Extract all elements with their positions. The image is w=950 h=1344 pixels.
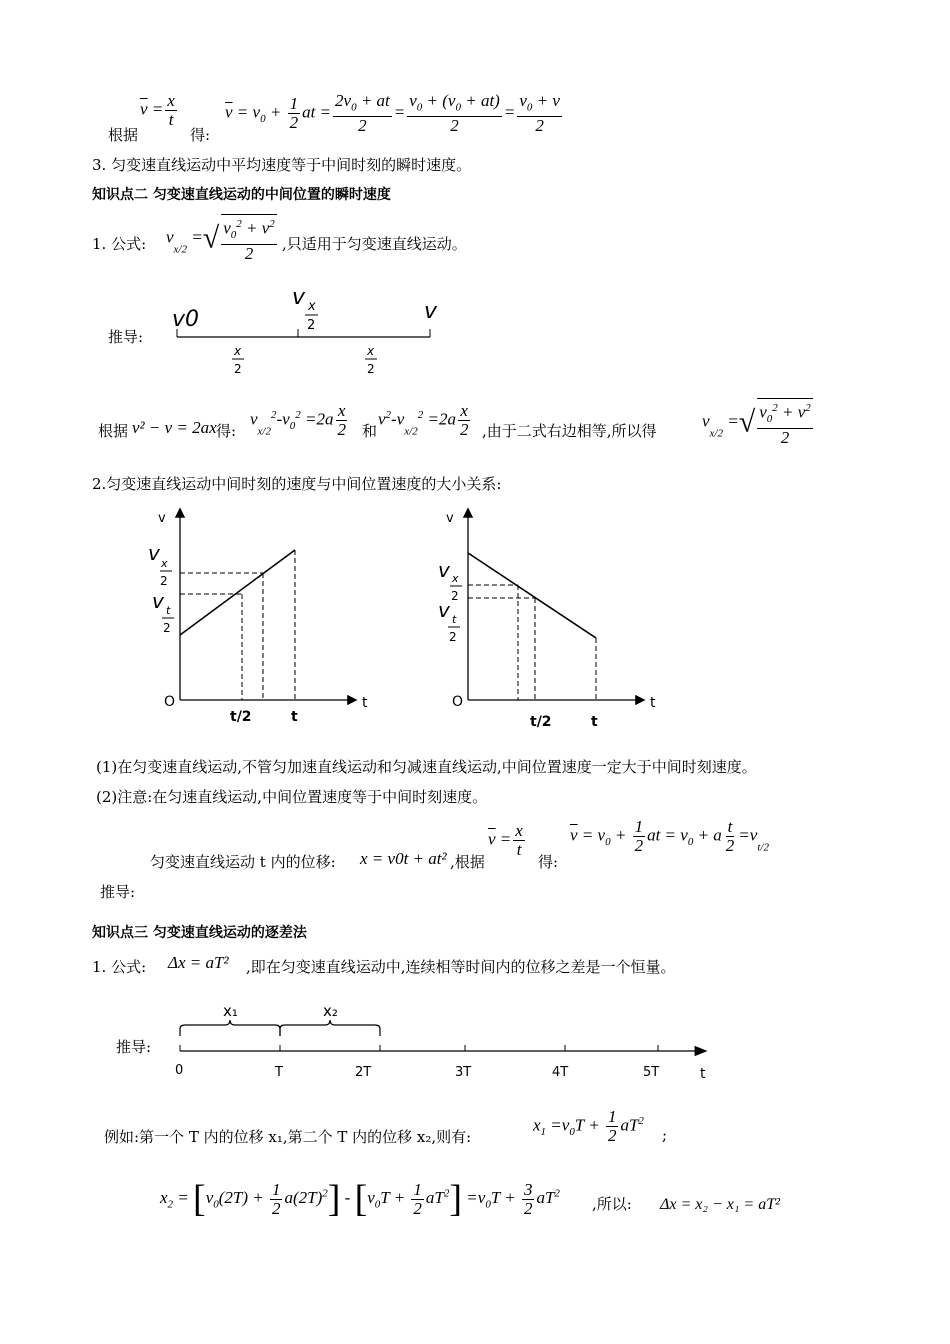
label-v-t2: v [152,589,164,613]
avg-velocity-formula: $\overline{v} = v_0$ + $\frac{1}{2}$ at = $\frac{2v_0 + at}{2}$ = $\frac{v_0 + (v_0 + at)}{2}$ = $\frac{v_0 + v}{2}$ [225,91,560,136]
point-3: 3. 匀变速直线运动中平均速度等于中间时刻的瞬时速度。 [92,156,472,174]
tick-T: T [275,1065,283,1080]
section3-title: 知识点三 匀变速直线运动的逐差法 [92,925,307,941]
avg-velocity-lhs: $\overline{v}$ = $\frac{x}{t}$ [140,91,175,129]
axis-t-label: t [362,695,368,711]
tick-t: t [591,714,598,730]
mid-time-formula: $\overline{v} = v_0$ + $\frac{1}{2}$ at = $v_0 + a$ $\frac{t}{2}$ $=v_{t/2}$ [570,817,769,855]
derivation-label-2: 推导: [100,883,136,901]
label-v: v [424,299,438,324]
svg-text:2: 2 [163,621,171,635]
velocity-line [180,550,295,635]
segment-diagram [160,282,450,382]
label-vmid-2: 2 [307,318,316,333]
svg-text:t: t [452,613,457,626]
vt-chart-decelerating [428,505,668,735]
s3-item1-formula: Δx = aT² [168,953,229,972]
note-2: (2)注意:在匀速直线运动,中间位置速度等于中间时刻速度。 [96,788,488,806]
derivation2-suffix: ,由于二式右边相等,所以得 [482,422,657,440]
example-semi: ; [662,1126,668,1144]
vt-chart-accelerating [140,505,380,735]
seg2-2: 2 [367,362,375,376]
tick-t-half: t/2 [530,714,552,730]
seg1-x: x [234,344,242,358]
mid-time-disp: x = v0t + at² [360,849,447,868]
final-result: Δx = x₂ − x₁ = aT² [660,1196,780,1213]
brace-x1 [180,1020,280,1036]
tick-t-half: t/2 [230,709,252,725]
origin-label: O [452,694,464,710]
derivation2-relation: v² − v = 2ax [132,418,217,437]
section2-title: 知识点二 匀变速直线运动的中间位置的瞬时速度 [92,187,391,203]
tick-3T: 3T [455,1065,472,1080]
label-vmid: v [292,285,306,310]
derivation2-and: 和 [362,422,378,440]
seg1-2: 2 [234,362,242,376]
axis-v-label: v [158,511,166,526]
label-v-x2: v [148,541,160,565]
avg-velocity-get: 得: [190,126,211,144]
svg-text:2: 2 [449,630,457,644]
label-v0: v0 [172,307,200,332]
derivation2-prefix: 根据 [98,422,129,440]
mid-time-text: 匀变速直线运动 t 内的位移: [150,853,336,871]
tick-4T: 4T [552,1065,569,1080]
axis-v-label: v [446,511,454,526]
avg-velocity-prefix: 根据 [108,126,139,144]
label-x1: x₁ [223,1002,238,1020]
svg-text:x: x [161,557,168,570]
s2-item2: 2.匀变速直线运动中间时刻的速度与中间位置速度的大小关系: [92,475,502,493]
label-v-x2: v [438,558,450,582]
tick-2T: 2T [355,1065,372,1080]
brace-x2 [280,1020,380,1036]
tick-5T: 5T [643,1065,660,1080]
s2-item1-note: ,只适用于匀变速直线运动。 [282,235,467,253]
svg-text:t: t [166,604,171,617]
final-so: ,所以: [592,1195,632,1213]
derivation2-eq1: $v_{x/2}^2-v_0^2 =2a$ $\frac{x}{2}$ [250,401,346,439]
mid-position-formula: $v_{x/2}$ =√ $\frac{v_0^2 + v^2}{2}$ [166,214,279,263]
mid-time-get: 得: [538,853,559,871]
label-v-t2: v [438,598,450,622]
seg2-x: x [367,344,375,358]
note-1: (1)在匀变速直线运动,不管匀加速直线运动和匀减速直线运动,中间位置速度一定大于中间时刻速度。 [96,758,757,776]
derivation2-eq2: $v^2-v_{x/2}^2 =2a$ $\frac{x}{2}$ [378,401,469,439]
velocity-line [468,553,596,638]
svg-text:2: 2 [451,589,459,603]
derivation2-result: $v_{x/2}$ =√ $\frac{v_0^2 + v^2}{2}$ [702,398,815,447]
svg-text:x: x [452,572,459,585]
s3-item1-label: 1. 公式: [92,958,147,976]
tick-t: t [291,709,298,725]
derivation2-get: 得: [216,422,237,440]
final-formula: $x_2 = [v_0(2T)$ + $\frac{1}{2}$ $a(2T)^2] - [v_0T$ + $\frac{1}{2}$ $aT^2] =v_0T$ + $\frac{3}{2}$ $aT^2$ [160,1178,560,1220]
label-vmid-x: x [308,299,316,314]
derivation-label: 推导: [108,328,144,346]
mid-time-lhs: $\overline{v}$ = $\frac{x}{t}$ [488,821,523,859]
tick-0: 0 [175,1063,184,1078]
example-text: 例如:第一个 T 内的位移 x₁,第二个 T 内的位移 x₂,则有: [104,1128,472,1146]
timeline-diagram [165,996,725,1086]
timeline-t: t [700,1066,706,1082]
example-formula: $x_1 =v_0T$ + $\frac{1}{2}$ $aT^2$ [533,1107,644,1145]
origin-label: O [164,694,176,710]
mid-time-according: ,根据 [450,853,485,871]
timeline-label: 推导: [116,1038,152,1056]
s3-item1-note: ,即在匀变速直线运动中,连续相等时间内的位移之差是一个恒量。 [246,958,676,976]
svg-text:2: 2 [160,574,168,588]
s2-item1-label: 1. 公式: [92,235,147,253]
axis-t-label: t [650,695,656,711]
label-x2: x₂ [323,1002,338,1020]
